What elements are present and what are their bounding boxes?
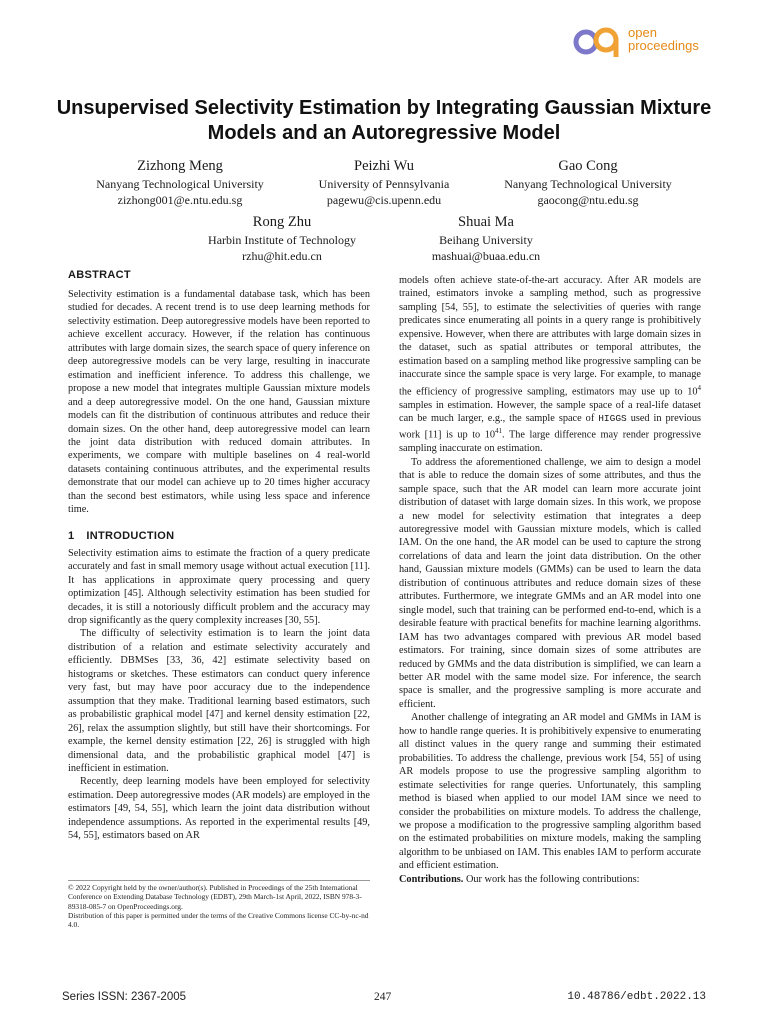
- author-affiliation: University of Pennsylvania: [318, 177, 450, 191]
- author-email: zizhong001@e.ntu.edu.sg: [117, 193, 243, 207]
- author-block: [406, 212, 566, 264]
- dataset-name: HIGGS: [598, 412, 627, 424]
- text-run: used in previous work [11] is up to 10: [399, 412, 701, 441]
- abstract-heading: ABSTRACT: [68, 269, 131, 281]
- author-email: mashuai@buaa.edu.cn: [431, 249, 541, 263]
- contributions-label: Contributions.: [399, 873, 464, 885]
- superscript: 4: [697, 383, 701, 392]
- body-paragraph: [399, 274, 701, 456]
- author-affiliation: Nanyang Technological University: [96, 177, 264, 191]
- author-affiliation: Beihang University: [439, 233, 533, 247]
- body-paragraph: To address the aforementioned challenge, we aim to design a model that is able to reduce the domain sizes of some attributes, and thus the sample space, such that the AR model can learn more accurate joint distribution of dataset with large domain sizes. In this work, we propose a new model for selectivity estimation that integrates a deep autoregressive model with Gaussian mixture models, which is called IAM. On the one hand, the AR model can be used to capture the strong correlations of data and learn the joint data distribution. On the other hand, Gaussian mixture models (GMMs) can be used to learn the data distribution of continuous attributes and reduce domain sizes of these attributes. Furthermore, we integrate GMMs and an AR model into one single model, such that training can be performed end-to-end, which is a desirable feature with practical benefits for machine learning algorithms. IAM has two advantages compared with previous AR model based estimators. For training, since domain sizes of some attributes are reduced by GMMs and the data distribution is simplified, we can learn a better AR model with the same model size. For inference, the search space is smaller, and the progressive sampling is more accurate and efficient.: [399, 456, 701, 710]
- paper-title: Unsupervised Selectivity Estimation by Integrating Gaussian Mixture Models and an Autoregressive Model: [56, 97, 712, 144]
- author-name: Peizhi Wu: [354, 158, 414, 174]
- author-affiliation: Nanyang Technological University: [504, 177, 672, 191]
- text-run: Our work has the following contributions:: [463, 873, 640, 885]
- left-column: [68, 268, 370, 843]
- author-name: Rong Zhu: [252, 214, 312, 230]
- superscript: 41: [495, 427, 503, 436]
- body-paragraph: Another challenge of integrating an AR model and GMMs in IAM is how to handle range queries. It is prohibitively expensive to enumerating all distinct values in the query range and summing their estimated probabilities. To address the challenge, previous work [54, 55] of using AR models propose to use the progressive sampling algorithm to estimate selectivities for range queries. Unfortunately, this sampling method is biased when applied to our model IAM since we need to consider the probabilities on mixture models. To address the challenge, we propose a modification to the progressive sampling algorithm based on the estimated probabilities on mixture models, making the sampling algorithm to be unbiased on IAM. This enables IAM to perform accurate and efficient estimation.: [399, 712, 701, 872]
- contributions-paragraph: [399, 873, 701, 886]
- body-paragraph: Selectivity estimation aims to estimate the fraction of a query predicate accurately and fast in small memory usage without actual execution [11]. It has applications in approximate query processing and query optimization [45]. Although selectivity estimation has been studied for decades, it is still a notoriously difficult problem and the accuracy may drop significantly as the query complexity increases [30, 55].: [68, 547, 370, 626]
- author-block: [294, 156, 474, 208]
- body-paragraph: Recently, deep learning models have been employed for selectivity estimation. Deep autoregressive modes (AR models) are employed in the estimators [49, 54, 55], which learn the joint data distribution without independence assumptions. As reported in the experimental results [49, 54, 55], estimators based on AR: [68, 776, 370, 842]
- logo-line1: open: [628, 25, 657, 40]
- logo-line2: proceedings: [628, 38, 699, 53]
- body-paragraph: The difficulty of selectivity estimation is to learn the joint data distribution of a relation and estimate selectivity accurately and efficiently. DBMSes [33, 36, 42] estimate selectivity based on histograms or sketches. These estimators can conduct query inference very fast, but may have poor accuracy due to the independence assumption that they make. Traditional learning based estimators, such as probabilistic graphical model [47] and kernel density estimation [22, 26], relax the assumption slightly, but still have their shortcomings. For example, the kernel density estimation [22, 26] is struggled with high dimensional data, and the probabilistic graphical model [47] is inefficient in estimation.: [68, 628, 370, 774]
- doi-link[interactable]: 10.48786/edbt.2022.13: [567, 991, 706, 1003]
- author-affiliation: Harbin Institute of Technology: [208, 233, 356, 247]
- author-block: [80, 156, 280, 208]
- section-heading: [68, 529, 370, 543]
- right-column: [399, 274, 701, 886]
- footnote-line: Distribution of this paper is permitted under the terms of the Creative Commons license CC-by-nc-nd 4.0.: [68, 910, 369, 930]
- author-email: pagewu@cis.upenn.edu: [326, 193, 442, 207]
- logo-text: [628, 26, 699, 52]
- text-run: samples in estimation. However, the sample space of a real-life dataset can be much larger, e.g., the sample space of: [399, 399, 701, 424]
- text-run: models often achieve state-of-the-art accuracy. After AR models are trained, estimators invoke a sampling method, such as progressive sampling [54, 55], to estimate the selectivities of queries with range predicates since enumerating all points in a query range is prohibitively expensive. However, when there are attributes with large domain sizes in the dataset, such as spatial attributes or temporal attributes, the estimation based on a sampling method like progressive sampling can be inaccurate since the sample space is very large. For example, to manage the efficiency of progressive sampling, estimators may use up to 10: [399, 275, 701, 398]
- author-email: gaocong@ntu.edu.sg: [537, 193, 639, 207]
- footnote-line: © 2022 Copyright held by the owner/author(s). Published in Proceedings of the 25th International Conference on Extending Database Technology (EDBT), 29th March-1st April, 2022, ISBN 978-3-89318-085-7 on OpenProceedings.org.: [68, 883, 362, 911]
- author-block: [192, 212, 372, 264]
- author-block: [488, 156, 688, 208]
- page-number: 247: [374, 991, 392, 1003]
- author-name: Shuai Ma: [458, 214, 514, 230]
- section-title: INTRODUCTION: [86, 529, 175, 542]
- section-number: 1: [68, 529, 75, 542]
- logo-mark-icon: [573, 26, 625, 58]
- open-proceedings-logo: [573, 24, 713, 60]
- copyright-footnote: [68, 880, 370, 929]
- author-name: Gao Cong: [558, 158, 618, 174]
- author-email: rzhu@hit.edu.cn: [242, 249, 322, 263]
- series-issn: Series ISSN: 2367-2005: [62, 991, 187, 1003]
- text-run: . The large difference may render progressive sampling inaccurate on estimation.: [399, 429, 701, 455]
- author-name: Zizhong Meng: [137, 158, 223, 174]
- abstract-text: Selectivity estimation is a fundamental database task, which has been studied for decades. A recent trend is to use deep learning methods for selectivity estimation. Deep autoregressive models have been reported to achieve excellent accuracy. However, if the relation has continuous attributes with large domain sizes, the search space of query inference on deep autoregressive models can be very large, resulting in inaccurate estimation and inefficient inference. To address this challenge, we propose a new model that integrates multiple Gaussian mixture models and a deep autoregressive model. On the one hand, Gaussian mixture models can fit the distribution of continuous attributes and reduce their domain sizes. On the other hand, deep autoregressive model can learn the joint data distribution with reduced domain attributes. In experiments, we compare with multiple baselines on 4 real-world datasets containing continuous attributes, and the experimental results demonstrate that our model can achieve up to 20 times higher accuracy than the second best estimators, while using less space and inference time.: [68, 289, 370, 516]
